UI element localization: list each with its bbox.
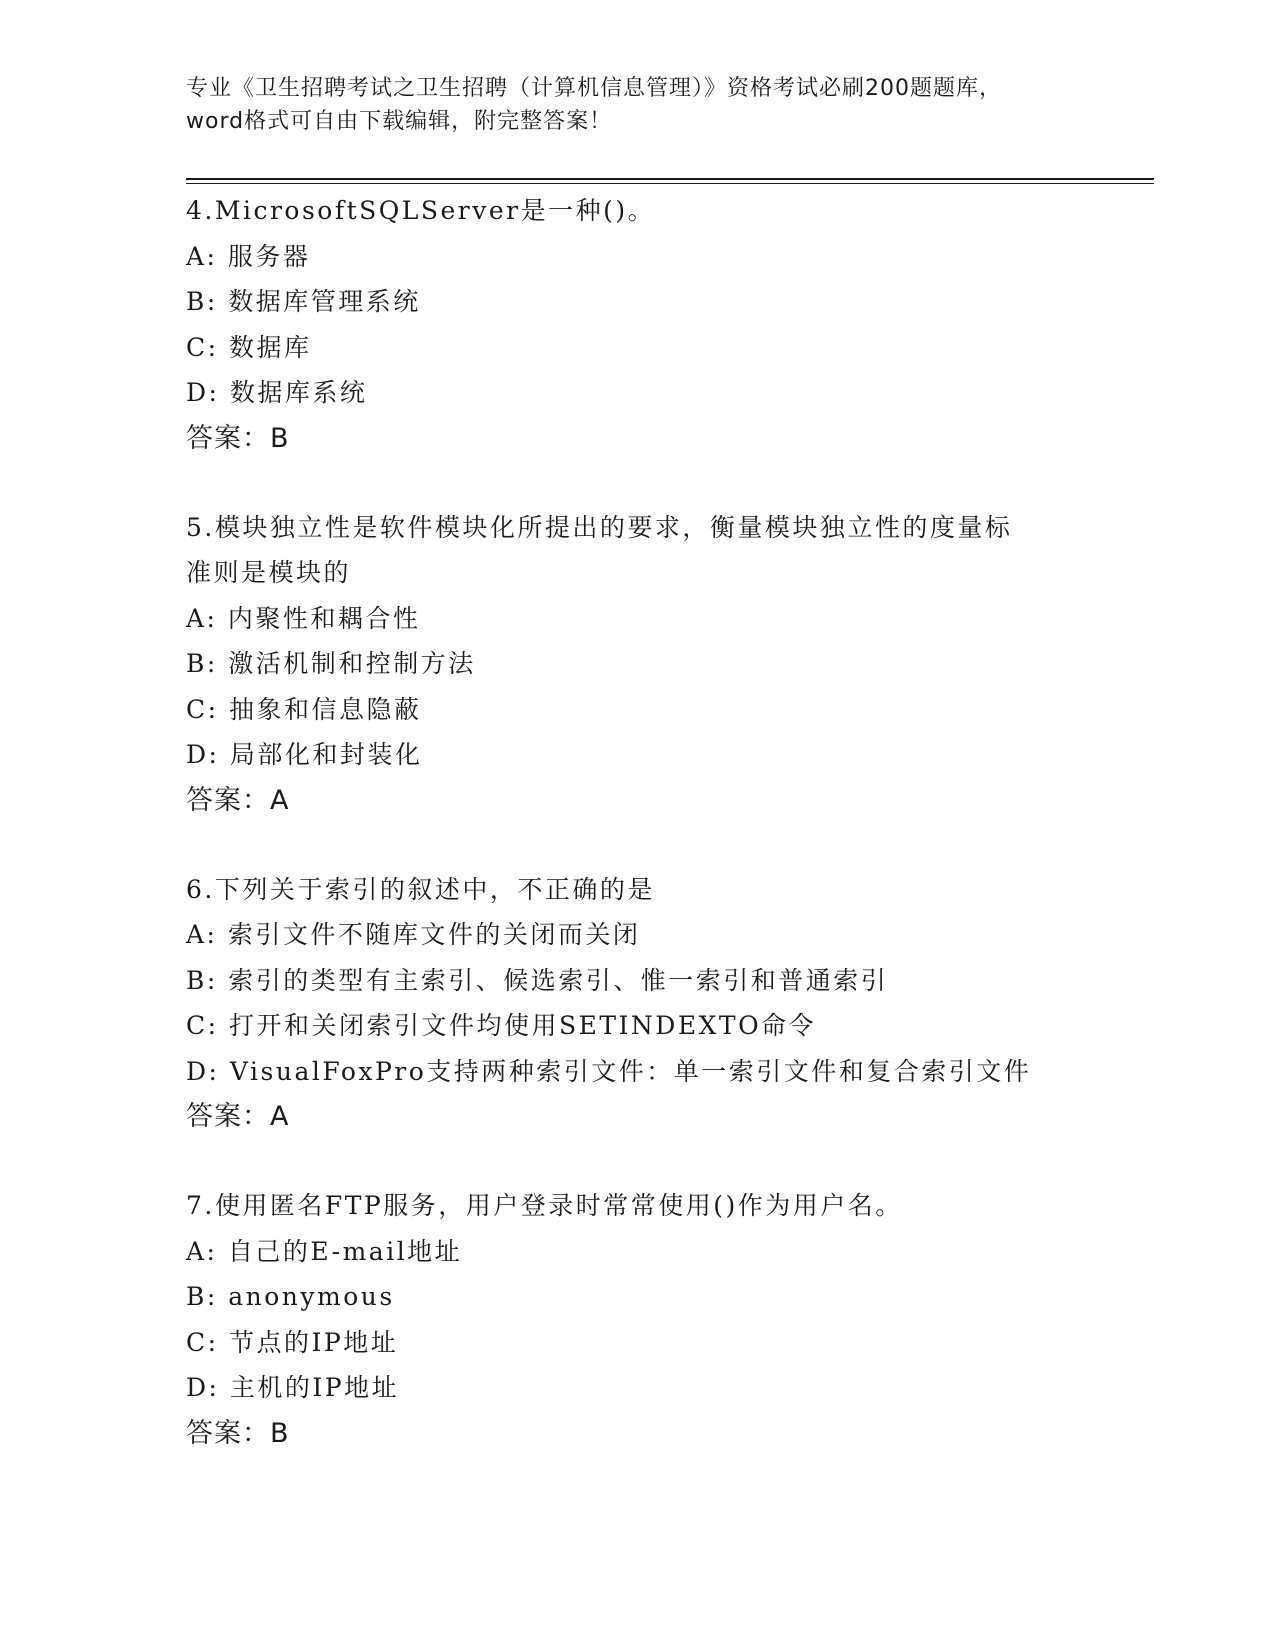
answer: 答案：A [186,784,290,816]
option-b: B: 索引的类型有主索引、候选索引、惟一索引和普通索引 [186,965,889,995]
option-a: A: 自己的E-mail地址 [186,1236,463,1266]
option-a: A: 索引文件不随库文件的关闭而关闭 [186,920,641,949]
option-a: A: 服务器 [186,241,311,271]
header-rule-thin [186,183,1154,184]
question-7 [186,1183,1146,1457]
option-d: D: 局部化和封装化 [186,740,423,769]
option-b: B: anonymous [186,1282,395,1311]
question-stem: 4.MicrosoftSQLServer是一种()。 [186,196,656,225]
option-b: B: 激活机制和控制方法 [186,649,476,678]
question-5 [186,505,1146,824]
document-header [186,72,1086,138]
option-c: C: 节点的IP地址 [186,1327,399,1357]
option-b: B: 数据库管理系统 [186,287,421,316]
header-line-2: word格式可自由下载编辑，附完整答案！ [186,109,613,134]
option-c: C: 抽象和信息隐蔽 [186,694,422,724]
answer: 答案：A [186,1101,290,1132]
answer: 答案：B [186,422,290,454]
question-stem: 6.下列关于索引的叙述中，不正确的是 [186,874,655,904]
question-stem-line-2: 准则是模块的 [186,558,352,587]
option-c: C: 数据库 [186,332,312,362]
option-d: D: VisualFoxPro支持两种索引文件：单一索引文件和复合索引文件 [186,1056,1032,1086]
question-4 [186,188,1146,462]
question-stem-line-1: 5.模块独立性是软件模块化所提出的要求，衡量模块独立性的度量标 [186,512,1013,542]
option-c: C: 打开和关闭索引文件均使用SETINDEXTO命令 [186,1011,817,1040]
header-rule-thick [186,178,1154,180]
option-a: A: 内聚性和耦合性 [186,603,421,633]
answer: 答案：B [186,1417,290,1449]
question-stem: 7.使用匿名FTP服务，用户登录时常常使用()作为用户名。 [186,1191,903,1220]
option-d: D: 主机的IP地址 [186,1373,400,1402]
question-list [186,188,1146,1500]
header-line-1: 专业《卫生招聘考试之卫生招聘（计算机信息管理）》资格考试必刷200题题库， [186,76,1002,101]
question-6 [186,867,1146,1141]
option-d: D: 数据库系统 [186,378,368,407]
